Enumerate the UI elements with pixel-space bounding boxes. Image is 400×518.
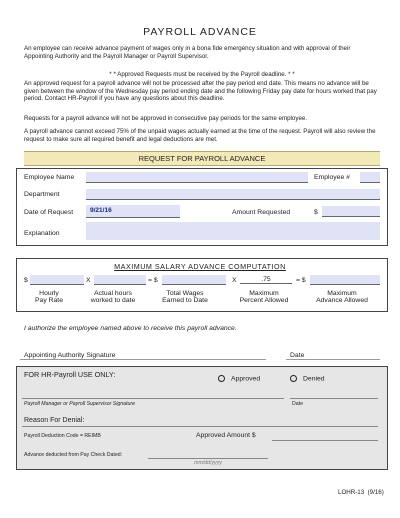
explanation-label: Explanation	[24, 230, 60, 237]
request-section-header: REQUEST FOR PAYROLL ADVANCE	[24, 151, 380, 166]
hr-date-label: Date	[292, 401, 303, 407]
employee-number-label: Employee #	[314, 174, 350, 181]
hr-date-field[interactable]	[290, 390, 378, 399]
pay-rate-field[interactable]	[30, 275, 84, 285]
max-advance-field[interactable]	[310, 275, 380, 285]
col-max-advance: Maximum Advance Allowed	[316, 290, 368, 304]
max-percent-value: .75	[240, 276, 292, 284]
approved-label: Approved	[231, 375, 261, 383]
equals-dollar-1: = $	[148, 277, 158, 284]
multiply-symbol-1: X	[86, 277, 91, 284]
employee-name-label: Employee Name	[24, 174, 75, 181]
intro-paragraph-1: An employee can receive advance payment of wages only in a bona fide emergency situation and with approval of their Appointing Authority and the Payroll Manager or Payroll Supervisor.	[24, 45, 351, 60]
hr-use-only-title: FOR HR-Payroll USE ONLY:	[24, 370, 116, 379]
form-id: LOHR-13 (9/16)	[338, 489, 384, 496]
reason-divider	[22, 426, 378, 427]
col-hourly-pay-rate: Hourly Pay Rate	[35, 290, 63, 304]
reason-for-denial-label: Reason For Denial:	[24, 417, 85, 424]
denied-option[interactable]	[290, 375, 325, 382]
approved-option[interactable]	[218, 375, 260, 382]
multiply-symbol-2: X	[232, 277, 237, 284]
deadline-notice: * * Approved Requests must be received by the Payroll deadline. * *	[109, 71, 295, 78]
intro-paragraph-4: A payroll advance cannot exceed 75% of the unpaid wages actually earned at the time of the request. Payroll will also review the request to make sure all required benefit and legal deductions are met.	[24, 128, 376, 143]
department-field[interactable]	[86, 189, 380, 200]
payroll-manager-signature-field[interactable]	[22, 390, 284, 399]
signature-date-label: Date	[290, 352, 305, 359]
approved-amount-field[interactable]	[272, 431, 378, 441]
date-of-request-value: 9/21/16	[90, 207, 112, 214]
approved-radio[interactable]	[218, 375, 225, 382]
amount-dollar-sign: $	[314, 209, 318, 216]
approved-amount-label: Approved Amount $	[196, 432, 256, 439]
intro-paragraph-3: Requests for a payroll advance will not be approved in consecutive pay periods for the same employee.	[24, 115, 308, 122]
department-label: Department	[24, 191, 60, 198]
page-title: PAYROLL ADVANCE	[143, 26, 257, 38]
denied-label: Denied	[303, 375, 325, 383]
hours-worked-field[interactable]	[94, 275, 146, 285]
pay-rate-dollar: $	[24, 277, 28, 284]
intro-paragraph-2: An approved request for a payroll advance will not be processed after the pay period end date. This means no advance will be given between the window of the Wednesday pay period ending date and the following Friday pay date for hours worked that pay period. Contact HR-Payroll if you have any questions about this deadline.	[24, 80, 377, 103]
pay-check-dated-label: Advance deducted from Pay Check Dated:	[24, 452, 123, 458]
date-of-request-label: Date of Request	[24, 209, 74, 216]
appointing-authority-signature-label: Appointing Authority Signature	[24, 352, 116, 359]
col-actual-hours: Actual hours worked to date	[90, 290, 136, 304]
total-wages-field[interactable]	[162, 275, 226, 285]
denied-radio[interactable]	[290, 375, 297, 382]
pay-check-date-field[interactable]	[148, 450, 268, 459]
payroll-manager-signature-label: Payroll Manager or Payroll Supervisor Signature	[24, 401, 136, 407]
authorization-statement: I authorize the employee named above to receive this payroll advance.	[24, 325, 237, 332]
amount-requested-field[interactable]	[322, 206, 380, 217]
col-total-wages: Total Wages Earned to Date	[162, 290, 208, 304]
employee-number-field[interactable]	[360, 172, 380, 183]
date-format-hint: mm/dd/yyyy	[194, 460, 222, 466]
equals-dollar-2: = $	[296, 277, 306, 284]
col-max-percent: Maximum Percent Allowed	[239, 290, 289, 304]
payroll-deduction-code: Payroll Deduction Code = REIMB	[24, 433, 101, 439]
amount-requested-label: Amount Requested	[232, 209, 291, 216]
computation-title: MAXIMUM SALARY ADVANCE COMPUTATION	[114, 262, 286, 271]
date-of-request-field[interactable]	[86, 205, 180, 218]
explanation-field[interactable]	[86, 222, 380, 240]
employee-name-field[interactable]	[86, 172, 308, 183]
